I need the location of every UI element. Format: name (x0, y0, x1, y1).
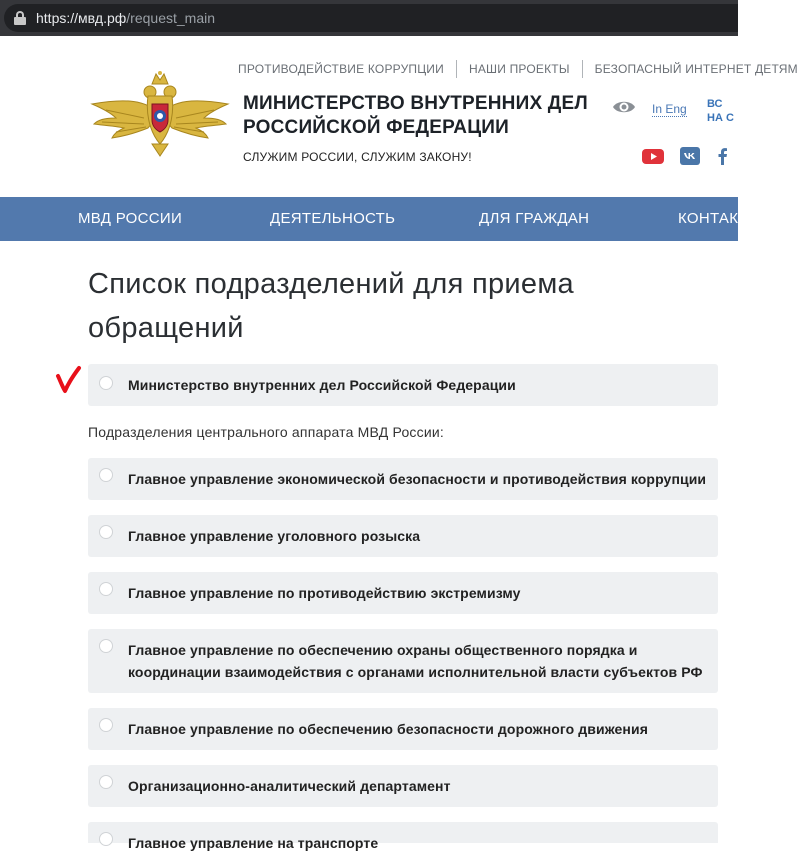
nav-item-mvd-russia[interactable]: МВД РОССИИ (78, 210, 183, 227)
top-link-safe-internet[interactable]: БЕЗОПАСНЫЙ ИНТЕРНЕТ ДЕТЯМ (594, 62, 798, 76)
site-motto: СЛУЖИМ РОССИИ, СЛУЖИМ ЗАКОНУ! (243, 150, 472, 164)
eye-icon[interactable] (612, 98, 636, 116)
option-item[interactable] (88, 708, 718, 750)
double-headed-eagle-emblem-icon[interactable] (86, 70, 234, 160)
radio-button[interactable] (99, 525, 113, 539)
top-links (238, 60, 798, 78)
option-label: Главное управление уголовного розыска (128, 528, 421, 544)
nav-item-activity[interactable]: ДЕЯТЕЛЬНОСТЬ (270, 210, 396, 227)
url-path: /request_main (126, 10, 216, 26)
option-label: Главное управление по противодействию экстремизму (128, 585, 521, 601)
option-item[interactable] (88, 515, 718, 557)
page-title (88, 262, 648, 350)
divider (582, 60, 583, 78)
top-link-anticorruption[interactable]: ПРОТИВОДЕЙСТВИЕ КОРРУПЦИИ (238, 62, 444, 76)
radio-button[interactable] (99, 832, 113, 846)
divider (456, 60, 457, 78)
option-label: Главное управление экономической безопасности и противодействия коррупции (128, 471, 707, 487)
facebook-icon[interactable] (715, 147, 729, 165)
option-label (128, 639, 703, 683)
nav-item-for-citizens[interactable]: ДЛЯ ГРАЖДАН (479, 210, 590, 227)
option-item[interactable] (88, 458, 718, 500)
option-ministry[interactable] (88, 364, 718, 406)
site-title-line2: РОССИЙСКОЙ ФЕДЕРАЦИИ (243, 117, 510, 138)
site-title[interactable] (243, 92, 603, 140)
top-link-projects[interactable]: НАШИ ПРОЕКТЫ (468, 62, 570, 76)
section-label: Подразделения центрального аппарата МВД России: (88, 424, 444, 440)
all-sites-line1: ВС (707, 98, 723, 110)
option-item[interactable] (88, 572, 718, 614)
option-item[interactable] (88, 822, 718, 851)
radio-button[interactable] (99, 718, 113, 732)
option-label-line2: координации взаимодействия с органами исполнительной власти субъектов РФ (128, 664, 703, 680)
site-title-line1: МИНИСТЕРСТВО ВНУТРЕННИХ ДЕЛ (243, 93, 588, 114)
url-host: https://мвд.рф (36, 10, 127, 26)
main-nav (0, 197, 748, 241)
vk-icon[interactable] (680, 147, 700, 165)
radio-button[interactable] (99, 468, 113, 482)
radio-button[interactable] (99, 639, 113, 653)
option-label: Главное управление по обеспечению безопасности дорожного движения (128, 721, 648, 737)
nav-item-contacts[interactable]: КОНТАКТ (678, 210, 748, 227)
option-label: Главное управление на транспорте (128, 835, 379, 851)
youtube-icon[interactable] (642, 147, 664, 165)
browser-address-bar (0, 0, 738, 36)
option-item[interactable] (88, 629, 718, 693)
site-header (0, 36, 798, 197)
url-field[interactable] (4, 4, 738, 32)
option-label: Организационно-аналитический департамент (128, 778, 451, 794)
english-version-link[interactable]: In Eng (652, 102, 687, 116)
lock-icon (14, 11, 26, 25)
red-checkmark-annotation-icon (56, 364, 88, 396)
page-title-line1: Список подразделений для приема (88, 268, 574, 300)
radio-button[interactable] (99, 775, 113, 789)
all-sites-line2: НА С (707, 112, 734, 124)
radio-button[interactable] (99, 376, 113, 390)
page-title-line2: обращений (88, 312, 244, 344)
option-item[interactable] (88, 765, 718, 807)
option-label: Министерство внутренних дел Российской Федерации (128, 377, 516, 393)
url-text (36, 10, 215, 26)
all-sites-link[interactable] (707, 97, 734, 125)
radio-button[interactable] (99, 582, 113, 596)
option-label-line1: Главное управление по обеспечению охраны общественного порядка и (128, 642, 638, 658)
